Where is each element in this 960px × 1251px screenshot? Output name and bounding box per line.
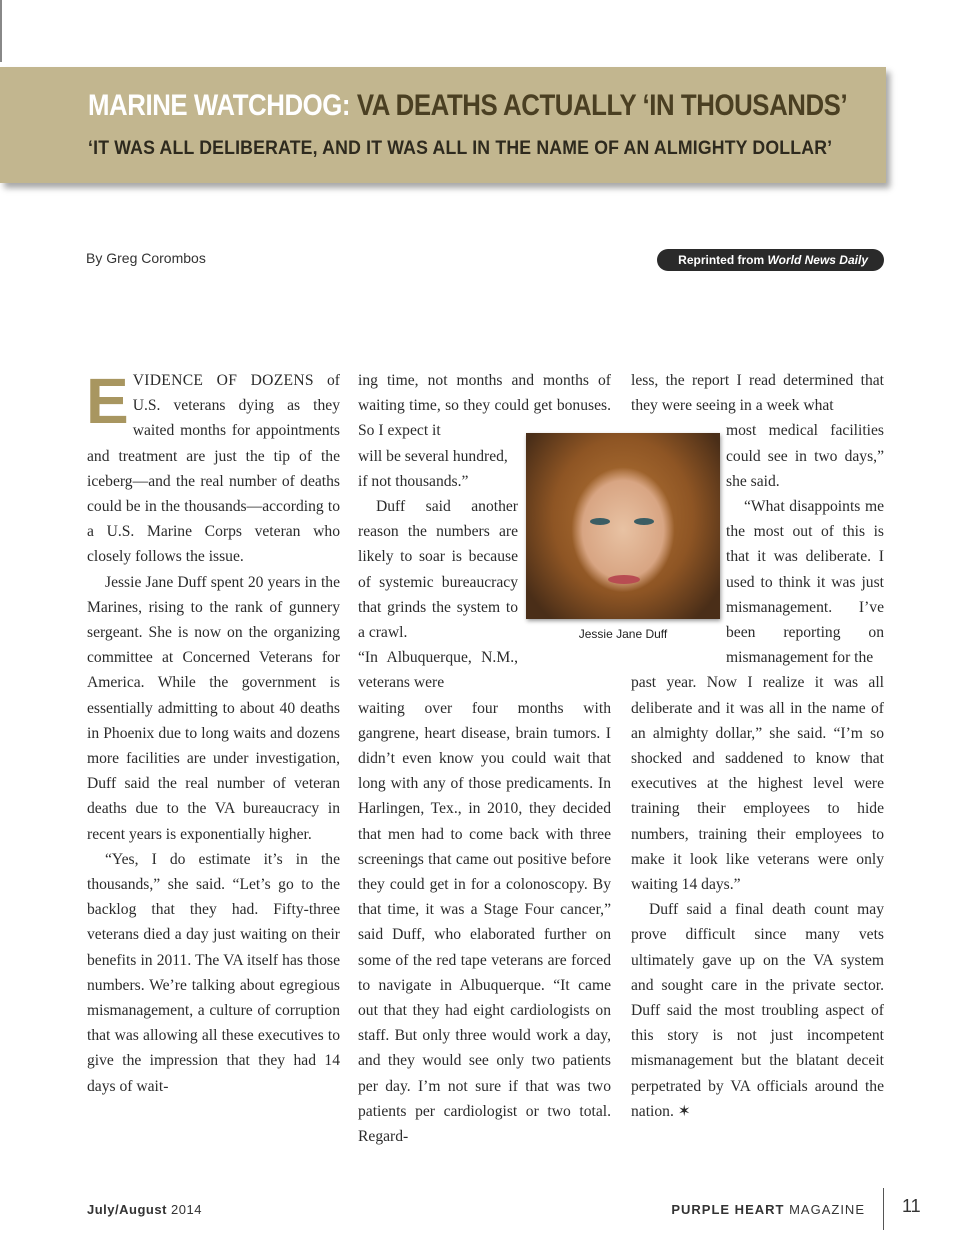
wrap-text-block [726,418,884,670]
article-paragraph: Jessie Jane Duff spent 20 years in the Marines, rising to the rank of gunnery sergeant. She is now on the organizing committee at Concerned Veterans for America. While the government is essentially admitting to about 40 deaths in Phoenix due to long waits and dozens more facilities are under investigation, Duff said the real number of veteran deaths due to the VA bureaucracy in recent years is exponentially higher. [87,573,340,843]
article-paragraph: “What disappoints me the most out of this is that it was deliberate. I used to think it was just mismanagement. I’ve been reporting on mismanagement for the [726,498,884,667]
wrap-text-block [358,444,518,696]
article-paragraph: “Yes, I do estimate it’s in the thousands,” she said. “Let’s go to the backlog that they had. Fifty-three veterans died a day just waiting on their benefits in 2011. The VA itself has those numbers. We’re talking about egregious mismanagement, a culture of corruption that was allowing all these executives to give the impression that they had 14 days of wait- [87,850,340,1095]
photo-detail [590,518,610,525]
lead-text: of U.S. veterans dying as they waited months for appointments and treatment are just the tip of the iceberg—and the real number of deaths could be in the thousands—according to a U.S. Marine Corps veteran who closely follows the issue. [87,372,340,566]
photo-figure [524,433,722,648]
headline [88,88,847,124]
byline: By Greg Corombos [86,250,206,266]
article-paragraph: “In Albuquerque, N.M., veterans were [358,649,518,692]
lead-smallcaps: VIDENCE OF DOZENS [132,372,314,389]
headline-lead: MARINE WATCHDOG: [88,89,351,122]
photo-detail [608,575,640,584]
column-text: ing time, not months and months of waiting time, so they could get bonuses. So I expect it [358,372,611,440]
article-paragraph: Duff said another reason the numbers are likely to soar is because of systemic bureaucracy that grinds the system to a crawl. [358,498,518,642]
issue-month: July/August [87,1202,167,1217]
issue-date [87,1202,202,1217]
article-paragraph: Duff said a final death count may prove difficult since many vets ultimately gave up on the VA system and sought care in the private sector. Duff said the most troubling aspect of this story is not just incompetent mismanagement but the blatant deceit perpetrated by VA officials around the nation. ✶ [631,901,884,1120]
headline-main: VA DEATHS ACTUALLY ‘IN THOUSANDS’ [356,89,848,122]
page-number: 11 [902,1196,921,1216]
photo-caption: Jessie Jane Duff [578,627,668,641]
article-paragraph: will be several hundred, if not thousands.” [358,447,508,490]
magazine-name-rest: MAGAZINE [789,1202,865,1217]
subheadline: ‘IT WAS ALL DELIBERATE, AND IT WAS ALL IN THE NAME OF AN ALMIGHTY DOLLAR’ [88,138,833,159]
article-paragraph: most medical facilities could see in two days,” she said. [726,422,884,490]
reprint-prefix: Reprinted from [678,253,765,267]
headline-banner [0,67,886,183]
article-paragraph: less, the report I read determined that they were seeing in a week what [631,372,884,415]
footer-divider [883,1188,884,1230]
page-edge-rule [0,0,2,62]
article-paragraph [86,365,340,570]
photo-detail [634,518,654,525]
article-column-1 [86,365,340,1099]
issue-year: 2014 [171,1202,202,1217]
article-paragraph: waiting over four months with gangrene, heart disease, brain tumors. I didn’t even know you could wait that long with any of those predicaments. In Harlingen, Tex., in 2010, they decided that men had to come back with three screenings that came out positive before they could get in for a colonoscopy. By that time, it was a Stage Four cancer,” said Duff, who elaborated further on some of the red tape veterans are forced to navigate in Albuquerque. “It came out that they had eight cardiologists on staff. But only three would work a day, and they would see only two patients per day. I’m not sure if that was two patients per cardiologist or two total. Regard- [358,699,611,1146]
magazine-name-bold: PURPLE HEART [671,1202,785,1217]
reprint-badge [657,249,884,271]
drop-cap: E [86,365,129,437]
magazine-name [671,1202,865,1217]
article-paragraph: past year. Now I realize it was all deliberate and it was all in the name of an almighty dollar,” she said. “I’m so shocked and saddened to know that executives at the highest level were training their employees to hide numbers, training their employees to make it look like veterans were only waiting 14 days.” [631,674,884,894]
portrait-photo [526,433,720,619]
reprint-source: World News Daily [767,253,868,267]
